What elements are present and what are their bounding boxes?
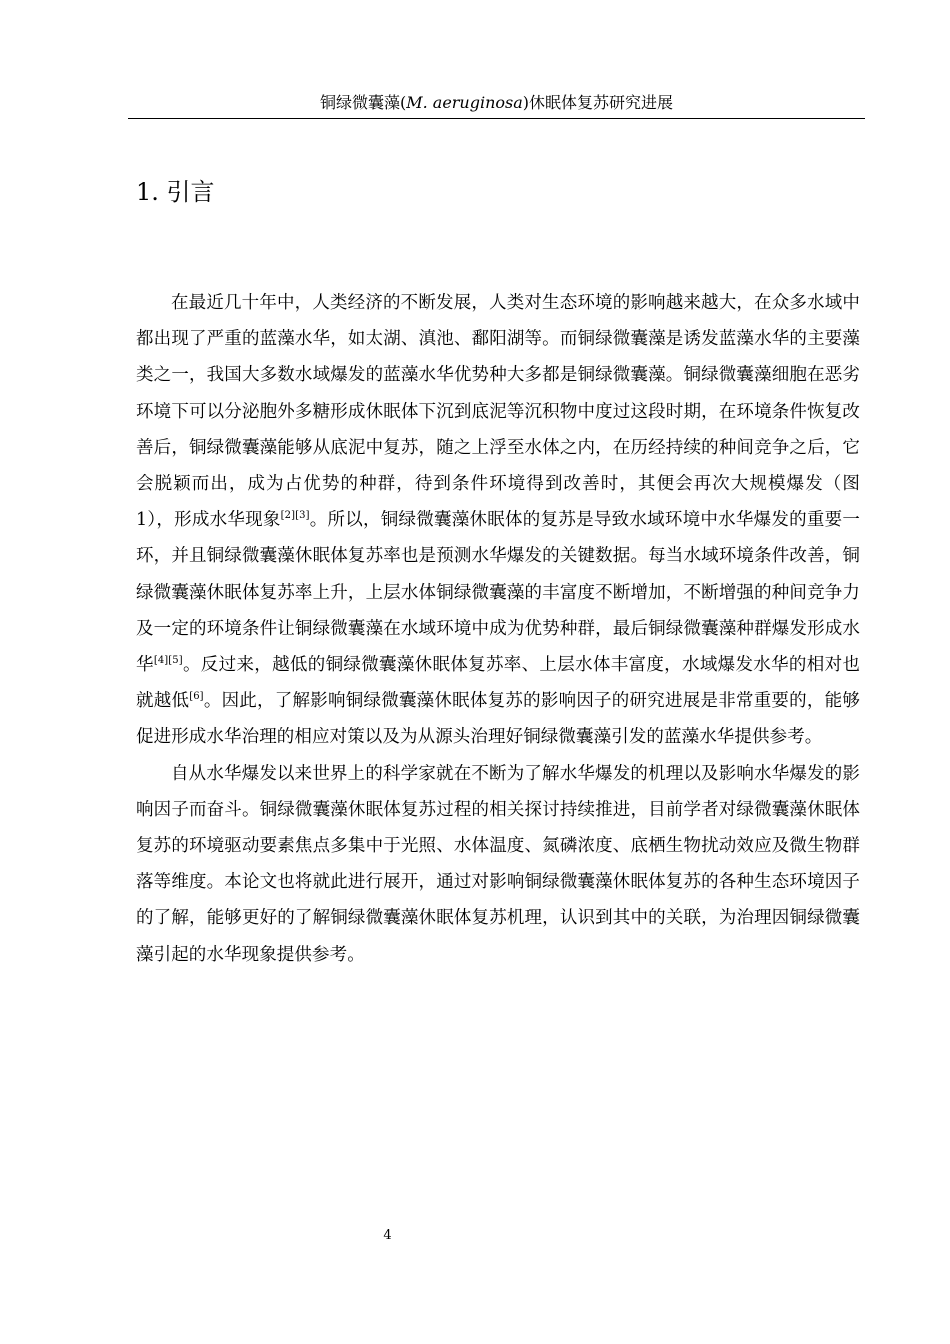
citation-4-5: [4][5] xyxy=(153,655,183,667)
paragraph-1 xyxy=(136,285,860,756)
paragraph-2: 自从水华爆发以来世界上的科学家就在不断为了解水华爆发的机理以及影响水华爆发的影响因子而奋斗。铜绿微囊藻休眠体复苏过程的相关探讨持续推进，目前学者对绿微囊藻休眠体复苏的环境驱动要素焦点多集中于光照、水体温度、氮磷浓度、底栖生物扰动效应及微生物群落等维度。本论文也将就此进行展开，通过对影响铜绿微囊藻休眠体复苏的各种生态环境因子的了解，能够更好的了解铜绿微囊藻休眠体复苏机理，认识到其中的关联，为治理因铜绿微囊藻引起的水华现象提供参考。 xyxy=(136,763,860,965)
page-number: 4 xyxy=(383,1228,392,1243)
paragraph-1-text-b: 。所以，铜绿微囊藻休眠体的复苏是导致水域环境中水华爆发的重要一环，并且铜绿微囊藻休眠体复苏率也是预测水华爆发的关键数据。每当水域环境条件改善，铜绿微囊藻休眠体复苏率上升，上层水体铜绿微囊藻的丰富度不断增加，不断增强的种间竞争力及一定的环境条件让铜绿微囊藻在水域环境中成为优势种群，最后铜绿微囊藻种群爆发形成水华 xyxy=(136,510,860,676)
header-title-suffix: )休眠体复苏研究进展 xyxy=(522,93,674,112)
header-title-prefix: 铜绿微囊藻( xyxy=(319,93,407,112)
running-header xyxy=(128,92,865,119)
section-body xyxy=(136,285,860,973)
paragraph-1-text-a: 在最近几十年中，人类经济的不断发展，人类对生态环境的影响越来越大，在众多水域中都出现了严重的蓝藻水华，如太湖、滇池、鄱阳湖等。而铜绿微囊藻是诱发蓝藻水华的主要藻类之一，我国大多数水域爆发的蓝藻水华优势种大多都是铜绿微囊藻。铜绿微囊藻细胞在恶劣环境下可以分泌胞外多糖形成休眠体下沉到底泥等沉积物中度过这段时期，在环境条件恢复改善后，铜绿微囊藻能够从底泥中复苏，随之上浮至水体之内，在历经持续的种间竞争之后，它会脱颖而出，成为占优势的种群，待到条件环境得到改善时，其便会再次大规模爆发（图 1），形成水华现象 xyxy=(136,293,860,531)
section-heading: 1. 引言 xyxy=(136,178,215,206)
paragraph-1-text-d: 。因此，了解影响铜绿微囊藻休眠体复苏的影响因子的研究进展是非常重要的，能够促进形成水华治理的相应对策以及为从源头治理好铜绿微囊藻引发的蓝藻水华提供参考。 xyxy=(136,691,860,748)
header-title-species: M. aeruginosa xyxy=(406,93,523,112)
citation-2-3: [2][3] xyxy=(280,510,310,522)
paragraph-1-text-c: 。反过来，越低的铜绿微囊藻休眠体复苏率、上层水体丰富度，水域爆发水华的相对也就越低 xyxy=(136,655,860,712)
citation-6: [6] xyxy=(189,691,204,703)
